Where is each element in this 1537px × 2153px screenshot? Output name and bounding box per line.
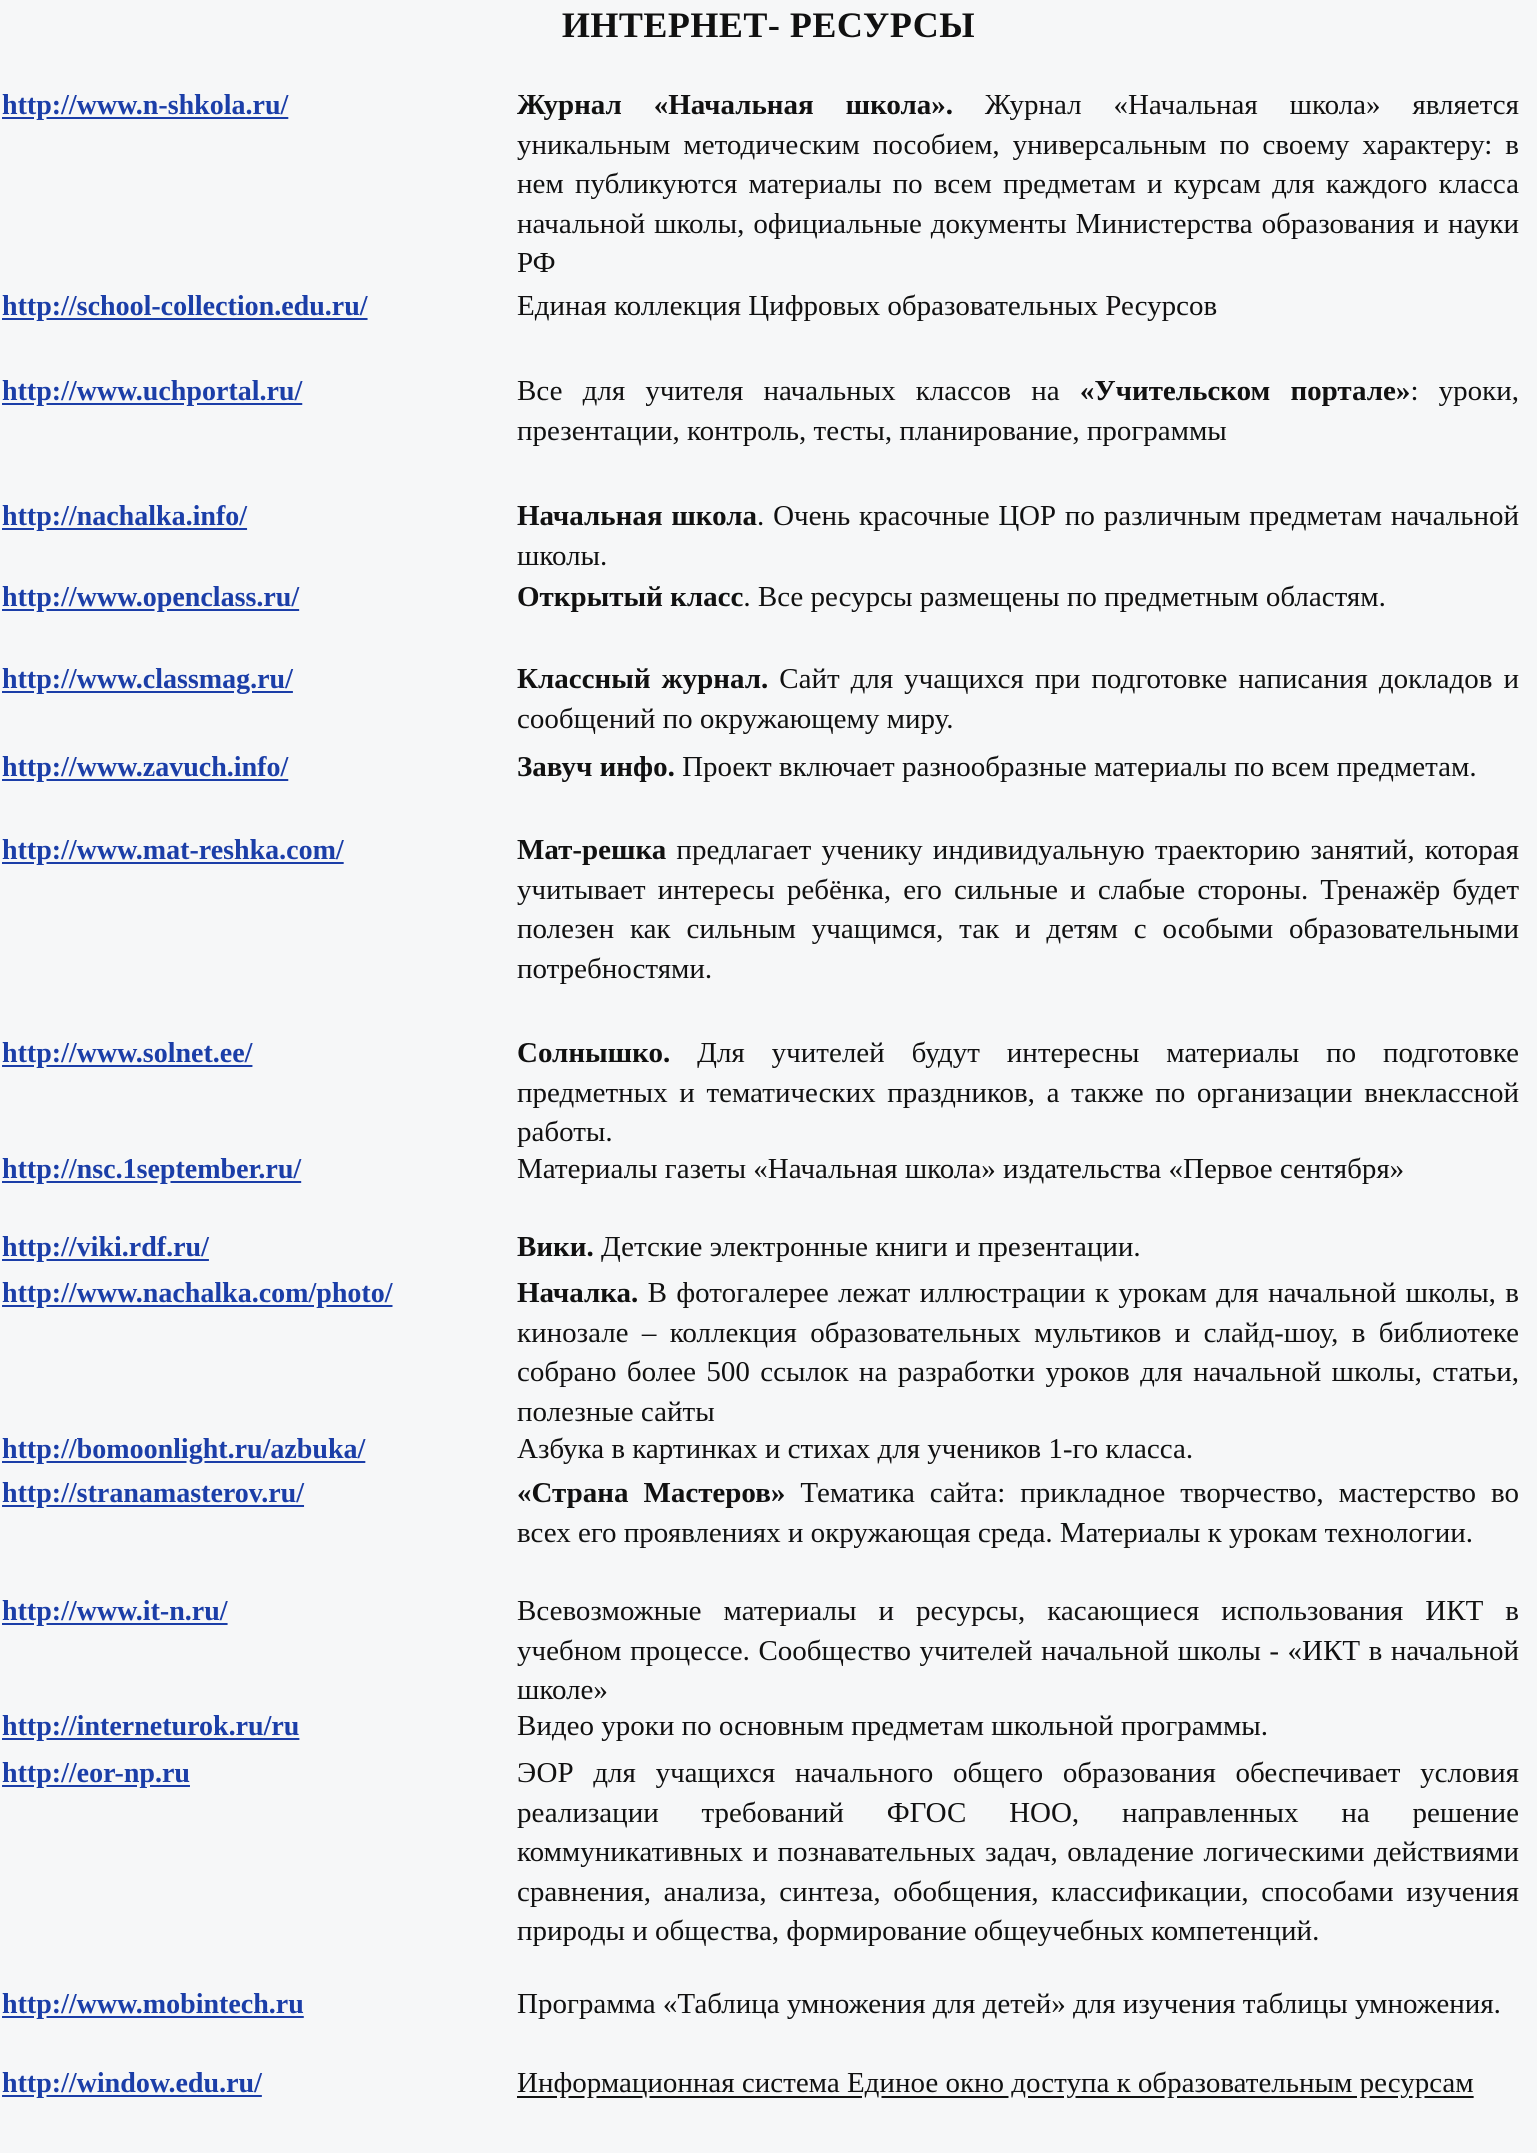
- resource-description: [517, 1754, 1519, 1952]
- resource-name: Мат-решка: [517, 834, 667, 866]
- resource-text: Тематика сайта: прикладное творчество, мастерство во всех его проявлениях и окружающая среда. Материалы к урокам технологии.: [517, 1477, 1520, 1549]
- resource-description: [517, 372, 1519, 451]
- resource-link[interactable]: http://www.uchportal.ru/: [2, 376, 303, 407]
- resource-link[interactable]: http://www.n-shkola.ru/: [2, 90, 289, 121]
- resource-link[interactable]: http://viki.rdf.ru/: [2, 1232, 209, 1263]
- resource-name: Завуч инфо.: [517, 751, 675, 783]
- resource-link[interactable]: http://nachalka.info/: [2, 501, 248, 532]
- resource-name: Солнышко.: [517, 1037, 671, 1069]
- resource-text: Информационная система Единое окно доступа к образовательным ресурсам: [517, 2067, 1474, 2099]
- resource-link[interactable]: http://eor-np.ru: [2, 1758, 190, 1789]
- resource-link[interactable]: http://www.it-n.ru/: [2, 1596, 228, 1627]
- resource-text: Азбука в картинках и стихах для учеников 1-го класса.: [517, 1433, 1194, 1465]
- resource-name: Открытый класс: [517, 581, 744, 613]
- resource-link[interactable]: http://stranamasterov.ru/: [2, 1478, 305, 1509]
- resource-text: Сайт для учащихся при подготовке написания докладов и сообщений по окружающему миру.: [517, 663, 1519, 735]
- resource-description: [517, 1592, 1519, 1711]
- resource-link[interactable]: http://interneturok.ru/ru: [2, 1711, 300, 1742]
- resource-text: Единая коллекция Цифровых образовательных Ресурсов: [517, 290, 1218, 322]
- resource-description: [517, 1707, 1519, 1747]
- resource-link[interactable]: http://www.zavuch.info/: [2, 752, 289, 783]
- resource-description: [517, 831, 1519, 989]
- resource-link[interactable]: http://bomoonlight.ru/azbuka/: [2, 1434, 366, 1465]
- resource-description: [517, 1474, 1519, 1553]
- resource-pretext: Все для учителя начальных классов на: [517, 375, 1080, 407]
- resource-name: Началка.: [517, 1277, 639, 1309]
- resource-description: [517, 1274, 1519, 1432]
- resource-description: [517, 748, 1519, 788]
- resource-text: Журнал «Начальная школа» является уникальным методическим пособием, универсальным по своему характеру: в нем публикуются материалы по всем предметам и курсам для каждого класса начальной школы, официальные документы Министерства образования и науки РФ: [517, 89, 1519, 279]
- resource-link[interactable]: http://school-collection.edu.ru/: [2, 291, 368, 322]
- resource-description: [517, 1430, 1519, 1470]
- resource-text: В фотогалерее лежат иллюстрации к урокам для начальной школы, в кинозале – коллекция образовательных мультиков и слайд-шоу, в библиотеке собрано более 500 ссылок на разработки уроков для начальной школы, статьи, полезные сайты: [517, 1277, 1519, 1428]
- resource-text: Видео уроки по основным предметам школьной программы.: [517, 1710, 1269, 1742]
- resource-description: [517, 1034, 1519, 1153]
- resource-text: Детские электронные книги и презентации.: [593, 1231, 1141, 1263]
- resource-text: ЭОР для учащихся начального общего образования обеспечивает условия реализации требований ФГОС НОО, направленных на решение коммуникативных и познавательных задач, овладение логическими действиями сравнения, анализа, синтеза, обобщения, классификации, способами изучения природы и общества, формирование общеучебных компетенций.: [517, 1757, 1519, 1947]
- resource-link[interactable]: http://window.edu.ru/: [2, 2068, 262, 2099]
- resource-link[interactable]: http://www.mobintech.ru: [2, 1989, 304, 2020]
- resource-text: : уроки, презентации, контроль, тесты, планирование, программы: [517, 375, 1520, 447]
- resource-link[interactable]: http://nsc.1september.ru/: [2, 1154, 302, 1185]
- resource-link[interactable]: http://www.nachalka.com/photo/: [2, 1278, 393, 1309]
- resource-name: «Страна Мастеров»: [517, 1477, 786, 1509]
- resource-text: Материалы газеты «Начальная школа» издательства «Первое сентября»: [517, 1153, 1405, 1185]
- resource-link[interactable]: http://www.classmag.ru/: [2, 664, 293, 695]
- page-title: ИНТЕРНЕТ- РЕСУРСЫ: [561, 5, 976, 45]
- resource-text: Проект включает разнообразные материалы по всем предметам.: [674, 751, 1477, 783]
- resource-link[interactable]: http://www.solnet.ee/: [2, 1038, 253, 1069]
- resource-description: [517, 1228, 1519, 1268]
- resource-text: . Очень красочные ЦОР по различным предметам начальной школы.: [517, 500, 1519, 572]
- resource-link[interactable]: http://www.openclass.ru/: [2, 582, 300, 613]
- resource-description: [517, 2064, 1519, 2104]
- resource-description: [517, 1985, 1519, 2025]
- resource-name: Вики.: [517, 1231, 594, 1263]
- resource-description: [517, 660, 1519, 739]
- resource-description: [517, 287, 1519, 327]
- resource-text: Программа «Таблица умножения для детей» для изучения таблицы умножения.: [517, 1988, 1501, 2020]
- resource-name: Журнал «Начальная школа».: [517, 89, 954, 121]
- resource-description: [517, 497, 1519, 576]
- resource-description: [517, 86, 1519, 284]
- resource-description: [517, 578, 1519, 618]
- resource-name: Начальная школа: [517, 500, 758, 532]
- resource-text: Для учителей будут интересны материалы по подготовке предметных и тематических праздников, а также по организации внеклассной работы.: [517, 1037, 1519, 1148]
- resource-description: [517, 1150, 1519, 1190]
- resource-text: . Все ресурсы размещены по предметным областям.: [743, 581, 1386, 613]
- resource-text: предлагает ученику индивидуальную траекторию занятий, которая учитывает интересы ребёнка, его сильные и слабые стороны. Тренажёр будет полезен как сильным учащимся, так и детям с особыми образовательными потребностями.: [517, 834, 1519, 985]
- resource-name: «Учительском портале»: [1079, 375, 1411, 407]
- resource-link[interactable]: http://www.mat-reshka.com/: [2, 835, 344, 866]
- resource-name: Классный журнал.: [517, 663, 769, 695]
- resource-text: Всевозможные материалы и ресурсы, касающиеся использования ИКТ в учебном процессе. Сообщество учителей начальной школы - «ИКТ в начальной школе»: [517, 1595, 1519, 1706]
